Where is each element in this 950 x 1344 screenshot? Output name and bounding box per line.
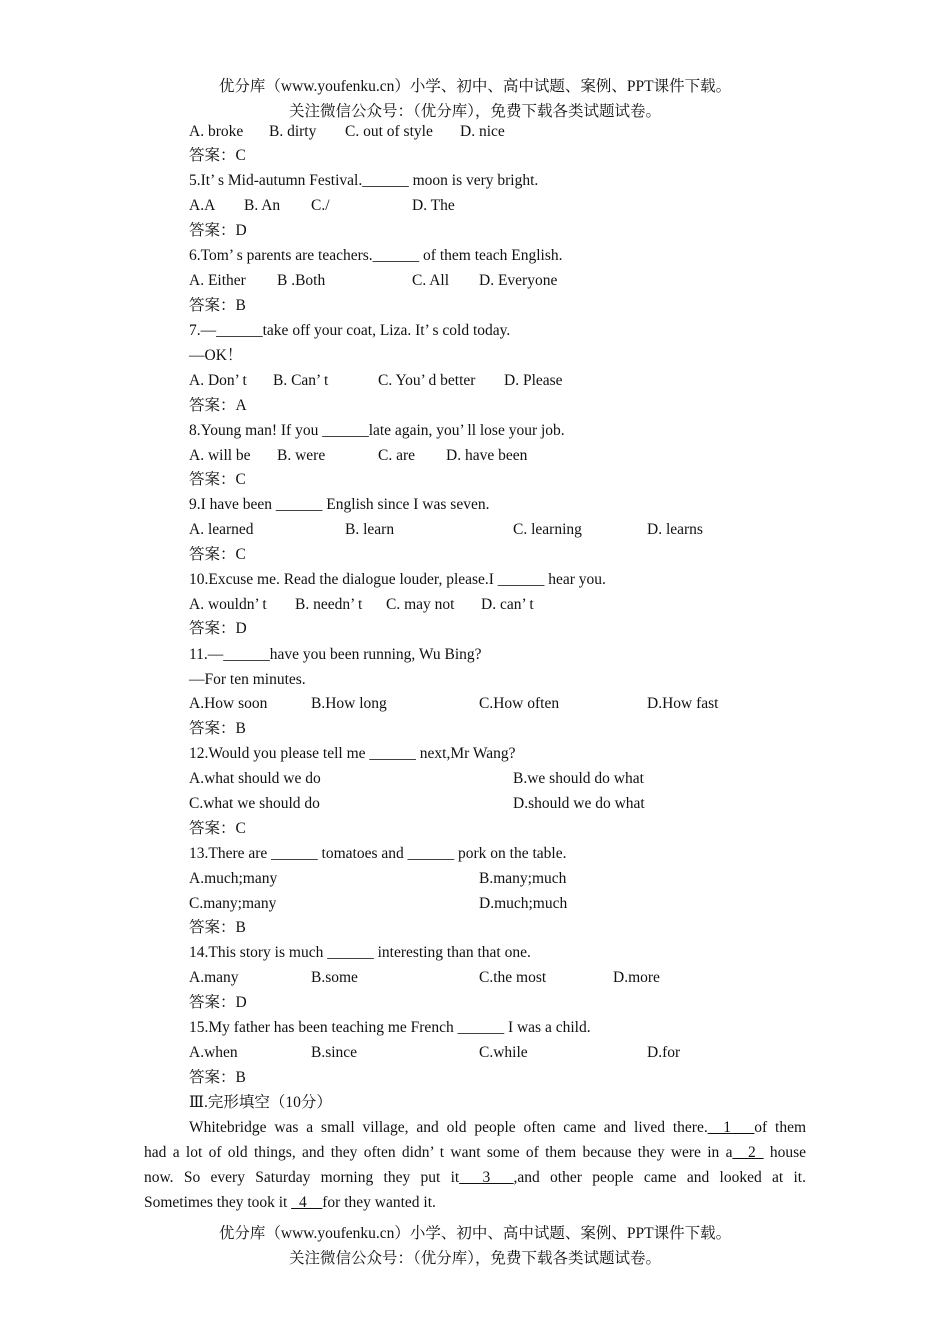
q4-option-a: A. broke bbox=[189, 123, 244, 140]
q12-option-a: A.what should we do bbox=[189, 770, 321, 787]
q14-option-a: A.many bbox=[189, 969, 239, 986]
q14-stem: 14.This story is much ______ interesting than that one. bbox=[189, 944, 531, 961]
q4-option-c: C. out of style bbox=[345, 123, 433, 140]
q13-option-d: D.much;much bbox=[479, 895, 568, 912]
q9-answer: 答案：C bbox=[189, 546, 246, 563]
q5-answer: 答案：D bbox=[189, 222, 247, 239]
cloze-text: now. So every Saturday morning they put it bbox=[144, 1169, 460, 1186]
cloze-blank-2: __2_ bbox=[732, 1144, 764, 1161]
q9-option-d: D. learns bbox=[647, 521, 703, 538]
cloze-line-1 bbox=[189, 1118, 806, 1138]
q9-option-b: B. learn bbox=[345, 521, 395, 538]
q7-option-c: C. You’ d better bbox=[378, 372, 476, 389]
q5-option-c: C./ bbox=[311, 197, 330, 214]
q8-option-d: D. have been bbox=[446, 447, 528, 464]
q4-answer: 答案：C bbox=[189, 147, 246, 164]
q6-option-c: C. All bbox=[412, 272, 450, 289]
q5-option-a: A.A bbox=[189, 197, 216, 214]
q15-option-c: C.while bbox=[479, 1044, 528, 1061]
cloze-text: Sometimes they took it bbox=[144, 1194, 288, 1211]
q11-option-b: B.How long bbox=[311, 695, 387, 712]
q10-option-a: A. wouldn’ t bbox=[189, 596, 267, 613]
q7-option-d: D. Please bbox=[504, 372, 563, 389]
page-footer-line-1: 优分库（www.youfenku.cn）小学、初中、高中试题、案例、PPT课件下载。 bbox=[218, 1225, 732, 1242]
q13-answer: 答案：B bbox=[189, 919, 246, 936]
cloze-line-2 bbox=[144, 1143, 806, 1163]
cloze-text: had a lot of old things, and they often didn’ t want some of them because they were in a bbox=[144, 1144, 733, 1161]
q6-answer: 答案：B bbox=[189, 297, 246, 314]
q4-option-b: B. dirty bbox=[269, 123, 317, 140]
q11-option-c: C.How often bbox=[479, 695, 560, 712]
cloze-text: Whitebridge was a small village, and old people often came and lived there. bbox=[189, 1119, 708, 1136]
q9-stem: 9.I have been ______ English since I was seven. bbox=[189, 496, 490, 513]
q14-option-b: B.some bbox=[311, 969, 358, 986]
q7-answer: 答案：A bbox=[189, 397, 247, 414]
q14-option-c: C.the most bbox=[479, 969, 547, 986]
q8-stem: 8.Young man! If you ______late again, you’ ll lose your job. bbox=[189, 422, 565, 439]
cloze-text: of them bbox=[754, 1119, 807, 1136]
q15-option-a: A.when bbox=[189, 1044, 238, 1061]
q10-option-d: D. can’ t bbox=[481, 596, 534, 613]
q9-option-a: A. learned bbox=[189, 521, 254, 538]
q8-option-c: C. are bbox=[378, 447, 416, 464]
q6-option-b: B .Both bbox=[277, 272, 326, 289]
q5-option-b: B. An bbox=[244, 197, 281, 214]
q7-option-b: B. Can’ t bbox=[273, 372, 329, 389]
q7-reply: —OK！ bbox=[189, 347, 243, 364]
q6-option-d: D. Everyone bbox=[479, 272, 558, 289]
q11-stem: 11.—______have you been running, Wu Bing? bbox=[189, 646, 482, 663]
q12-option-d: D.should we do what bbox=[513, 795, 645, 812]
q8-option-b: B. were bbox=[277, 447, 326, 464]
q5-stem: 5.It’ s Mid-autumn Festival.______ moon is very bright. bbox=[189, 172, 539, 189]
q4-option-d: D. nice bbox=[460, 123, 505, 140]
q12-option-c: C.what we should do bbox=[189, 795, 320, 812]
q6-option-a: A. Either bbox=[189, 272, 246, 289]
q12-stem: 12.Would you please tell me ______ next,Mr Wang? bbox=[189, 745, 516, 762]
q8-answer: 答案：C bbox=[189, 471, 246, 488]
q15-option-d: D.for bbox=[647, 1044, 681, 1061]
q13-option-a: A.much;many bbox=[189, 870, 278, 887]
q11-option-d: D.How fast bbox=[647, 695, 719, 712]
q10-option-b: B. needn’ t bbox=[295, 596, 363, 613]
q14-answer: 答案：D bbox=[189, 994, 247, 1011]
q15-answer: 答案：B bbox=[189, 1069, 246, 1086]
q13-option-c: C.many;many bbox=[189, 895, 277, 912]
cloze-text: ,and other people came and looked at it. bbox=[513, 1169, 806, 1186]
cloze-blank-4: _4__ bbox=[291, 1194, 323, 1211]
q15-option-b: B.since bbox=[311, 1044, 358, 1061]
q15-stem: 15.My father has been teaching me French ______ I was a child. bbox=[189, 1019, 591, 1036]
q6-stem: 6.Tom’ s parents are teachers.______ of them teach English. bbox=[189, 247, 563, 264]
q7-stem: 7.—______take off your coat, Liza. It’ s cold today. bbox=[189, 322, 511, 339]
page-footer-line-2: 关注微信公众号：（优分库），免费下载各类试题试卷。 bbox=[288, 1250, 661, 1267]
cloze-line-3 bbox=[144, 1168, 806, 1188]
q7-option-a: A. Don’ t bbox=[189, 372, 247, 389]
q11-option-a: A.How soon bbox=[189, 695, 268, 712]
page-header-line-1: 优分库（www.youfenku.cn）小学、初中、高中试题、案例、PPT课件下载。 bbox=[218, 78, 732, 95]
q12-option-b: B.we should do what bbox=[513, 770, 644, 787]
q5-option-d: D. The bbox=[412, 197, 455, 214]
q9-option-c: C. learning bbox=[513, 521, 582, 538]
q11-reply: —For ten minutes. bbox=[189, 671, 306, 688]
q13-option-b: B.many;much bbox=[479, 870, 567, 887]
q8-option-a: A. will be bbox=[189, 447, 251, 464]
cloze-text: for they wanted it. bbox=[322, 1194, 436, 1211]
q10-option-c: C. may not bbox=[386, 596, 455, 613]
cloze-line-4 bbox=[144, 1193, 806, 1213]
q13-stem: 13.There are ______ tomatoes and ______ pork on the table. bbox=[189, 845, 567, 862]
cloze-blank-1: __1___ bbox=[707, 1119, 755, 1136]
q10-answer: 答案：D bbox=[189, 620, 247, 637]
q12-answer: 答案：C bbox=[189, 820, 246, 837]
q14-option-d: D.more bbox=[613, 969, 660, 986]
cloze-blank-3: ___3___ bbox=[459, 1169, 514, 1186]
q11-answer: 答案：B bbox=[189, 720, 246, 737]
q10-stem: 10.Excuse me. Read the dialogue louder, please.I ______ hear you. bbox=[189, 571, 606, 588]
page-header-line-2: 关注微信公众号：（优分库），免费下载各类试题试卷。 bbox=[288, 103, 661, 120]
cloze-text: house bbox=[769, 1144, 807, 1161]
section-3-title: Ⅲ.完形填空（10分） bbox=[189, 1094, 332, 1111]
